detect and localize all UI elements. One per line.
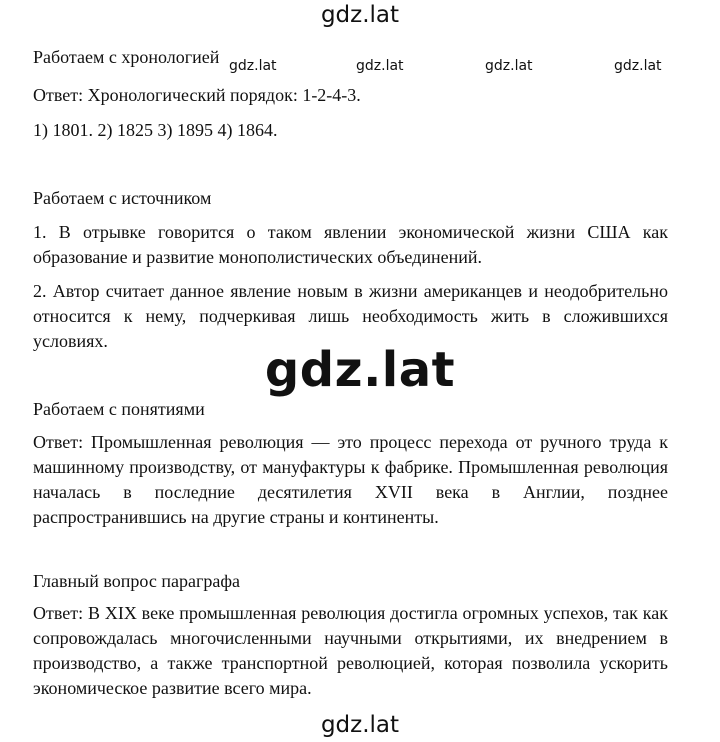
watermark-small-3: gdz.lat — [485, 58, 533, 74]
main-question-heading: Главный вопрос параграфа — [33, 571, 240, 591]
chronology-answer: Ответ: Хронологический порядок: 1-2-4-3. — [33, 85, 361, 105]
chronology-dates: 1) 1801. 2) 1825 3) 1895 4) 1864. — [33, 120, 278, 140]
watermark-bottom: gdz.lat — [320, 712, 400, 738]
source-paragraph-2: 2. Автор считает данное явление новым в жизни американцев и неодобрительно относится к нему, подчеркивая лишь необходимость жить в сложившихся условиях. — [33, 281, 668, 351]
concepts-answer: Ответ: Промышленная революция — это процесс перехода от ручного труда к машинному производству, от мануфактуры к фабрике. Промышленная революция началась в последние десятилетия XVII века в Англии, позднее распространившись на другие страны и континенты. — [33, 432, 668, 527]
watermark-small-4: gdz.lat — [614, 58, 662, 74]
watermark-top: gdz.lat — [320, 2, 400, 28]
source-heading: Работаем с источником — [33, 188, 212, 208]
watermark-center: gdz.lat — [264, 342, 456, 398]
watermark-small-1: gdz.lat — [229, 58, 277, 74]
source-paragraph-1: 1. В отрывке говорится о таком явлении экономической жизни США как образование и развитие монополистических объединений. — [33, 222, 668, 267]
concepts-heading: Работаем с понятиями — [33, 399, 205, 419]
main-question-answer: Ответ: В XIX веке промышленная революция достигла огромных успехов, так как сопровождалась многочисленными научными открытиями, их внедрением в производство, а также транспортной революцией, которая позволила ускорить экономическое развитие всего мира. — [33, 603, 668, 698]
chronology-heading: Работаем с хронологией — [33, 47, 220, 67]
watermark-small-2: gdz.lat — [356, 58, 404, 74]
